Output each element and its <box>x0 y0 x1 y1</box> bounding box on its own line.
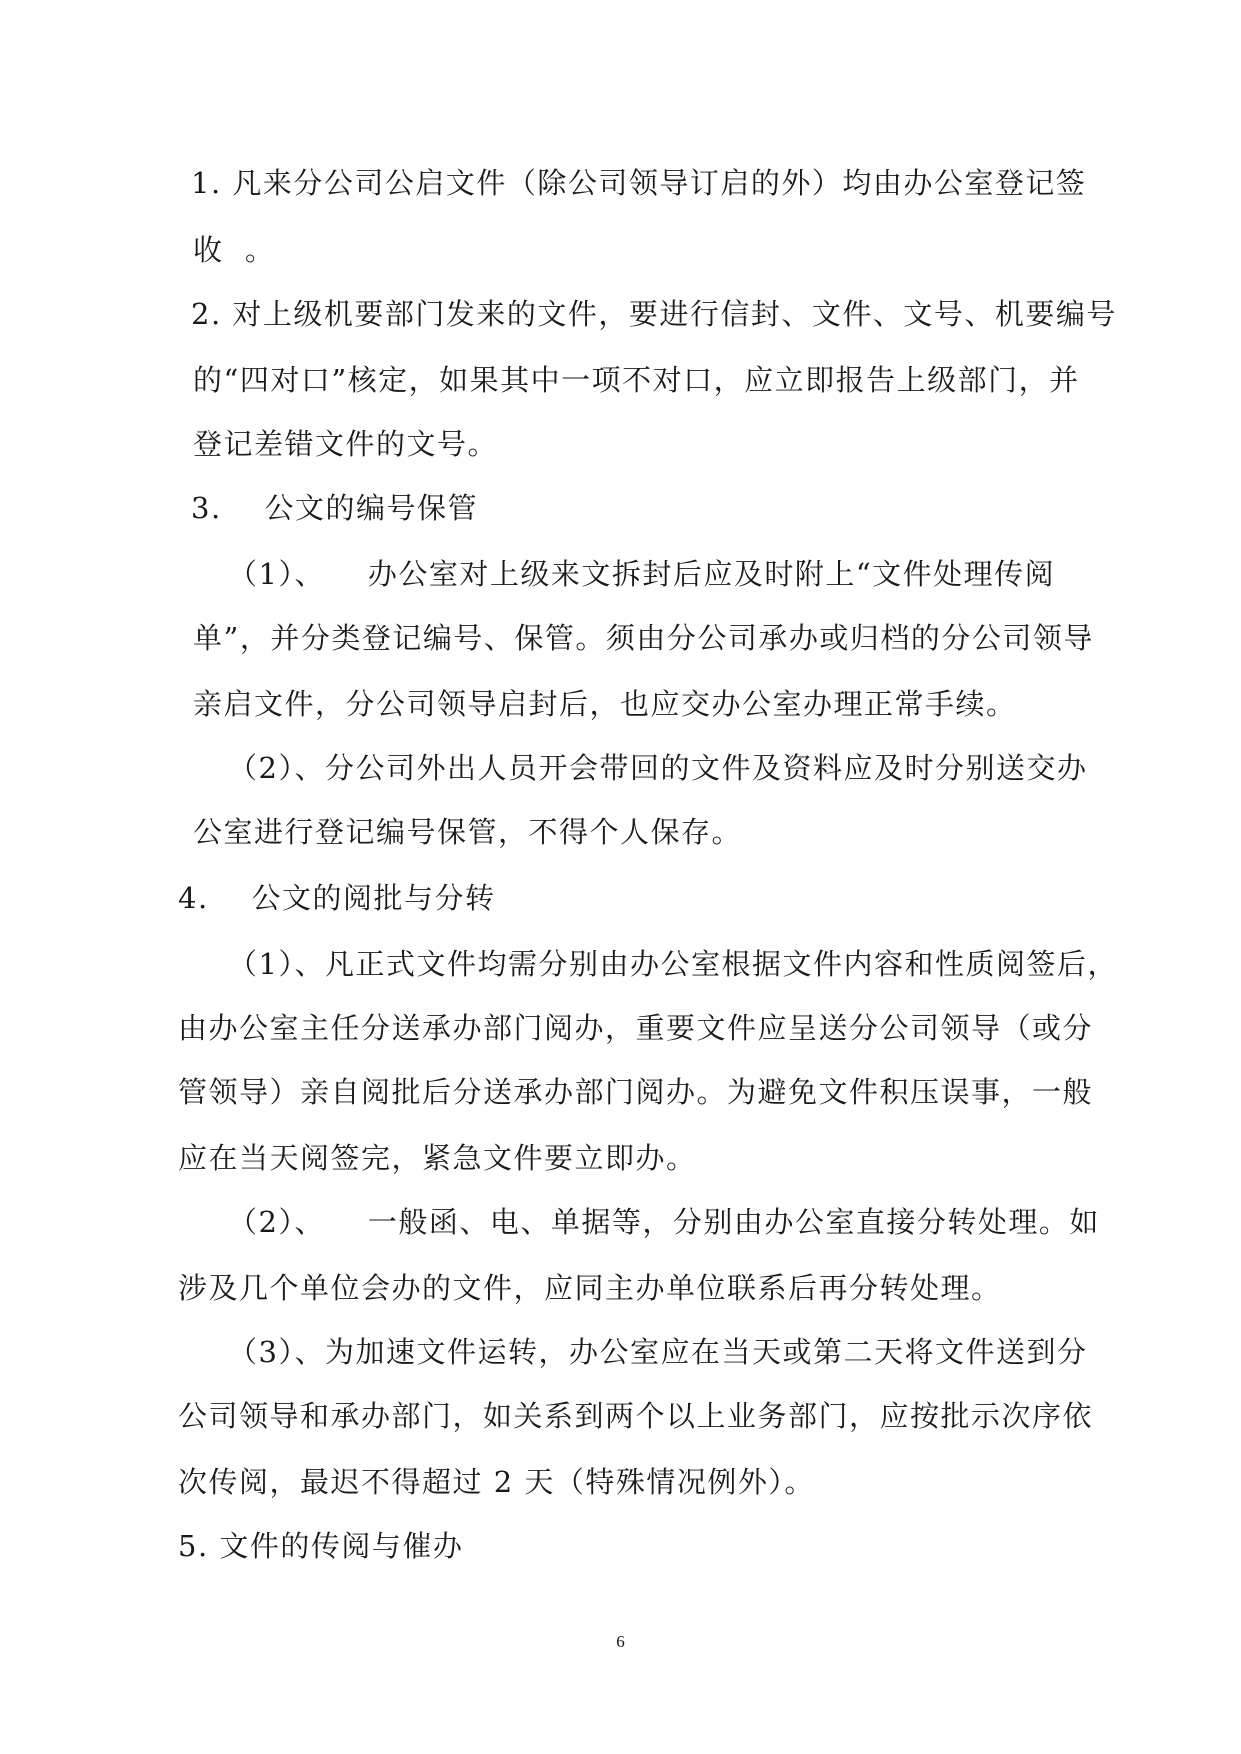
text-line-20: 公司领导和承办部门，如关系到两个以上业务部门，应按批示次序依 <box>178 1399 1094 1433</box>
text-line-1: 1. 凡来分公司公启文件（除公司领导订启的外）均由办公室登记签 <box>191 166 1087 200</box>
text-line-22: 5. 文件的传阅与催办 <box>178 1529 464 1563</box>
text-line-13: （1）、凡正式文件均需分别由办公室根据文件内容和性质阅签后， <box>228 947 1118 981</box>
text-line-15: 管领导）亲自阅批后分送承办部门阅办。为避免文件积压误事，一般 <box>178 1075 1094 1109</box>
text-line-3: 2. 对上级机要部门发来的文件，要进行信封、文件、文号、机要编号 <box>191 297 1117 331</box>
text-line-18: 涉及几个单位会办的文件，应同主办单位联系后再分转处理。 <box>178 1271 1002 1305</box>
text-line-7: （1）、 办公室对上级来文拆封后应及时附上“文件处理传阅 <box>228 557 1056 591</box>
text-line-4: 的“四对口”核定，如果其中一项不对口，应立即报告上级部门，并 <box>193 363 1080 397</box>
text-line-12: 4. 公文的阅批与分转 <box>178 881 496 915</box>
text-line-5: 登记差错文件的文号。 <box>193 427 499 461</box>
text-line-2: 收 。 <box>193 233 276 267</box>
text-line-8: 单”，并分类登记编号、保管。须由分公司承办或归档的分公司领导 <box>193 621 1094 655</box>
text-line-10: （2）、分公司外出人员开会带回的文件及资料应及时分别送交办 <box>228 751 1088 785</box>
text-line-19: （3）、为加速文件运转，办公室应在当天或第二天将文件送到分 <box>228 1335 1088 1369</box>
text-line-9: 亲启文件，分公司领导启封后，也应交办公室办理正常手续。 <box>193 687 1017 721</box>
page-number: 6 <box>616 1632 625 1651</box>
text-line-11: 公室进行登记编号保管，不得个人保存。 <box>193 815 743 849</box>
text-line-14: 由办公室主任分送承办部门阅办，重要文件应呈送分公司领导（或分 <box>178 1011 1094 1045</box>
text-line-21: 次传阅，最迟不得超过 2 天（特殊情况例外）。 <box>178 1465 815 1499</box>
text-line-6: 3. 公文的编号保管 <box>191 491 479 525</box>
text-line-16: 应在当天阅签完，紧急文件要立即办。 <box>178 1141 697 1175</box>
text-line-17: （2）、 一般函、电、单据等，分别由办公室直接分转处理。如 <box>228 1205 1100 1239</box>
